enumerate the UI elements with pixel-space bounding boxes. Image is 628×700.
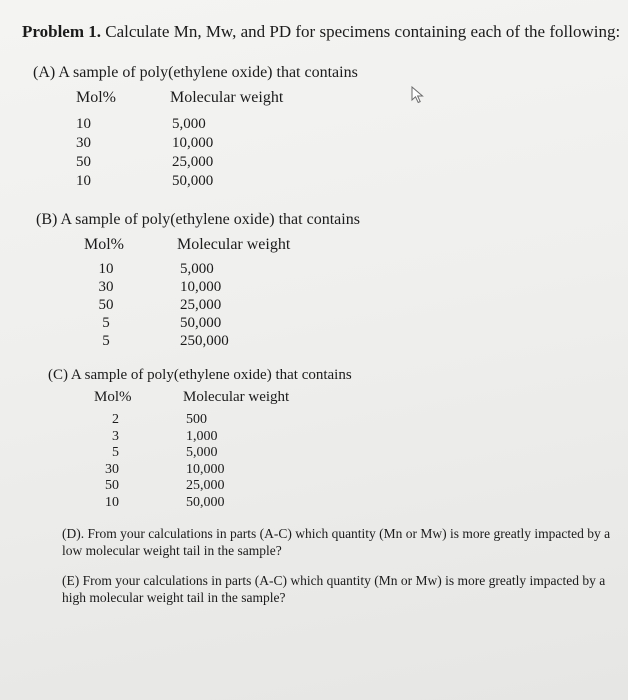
table-cell: 5 <box>112 445 119 460</box>
table-cell: 30 <box>105 461 119 477</box>
section-c-mol-column <box>97 412 119 511</box>
section-c-mw-column <box>186 412 256 511</box>
table-cell: 25,000 <box>186 478 225 493</box>
table-cell: 5 <box>102 333 110 349</box>
section-a-mol-header: Mol% <box>76 89 116 106</box>
problem-label: Problem 1. <box>22 22 102 41</box>
section-b-mol-header: Mol% <box>84 236 124 253</box>
section-b-mw-column <box>180 260 260 350</box>
table-cell: 50 <box>98 297 114 313</box>
section-c-mol-header: Mol% <box>94 389 132 405</box>
table-cell: 5,000 <box>172 116 206 132</box>
table-cell: 10 <box>98 261 114 277</box>
table-cell: 50,000 <box>186 494 225 510</box>
table-cell: 10 <box>105 494 119 510</box>
problem-text: Calculate Mn, Mw, and PD for specimens containing each of the following: <box>105 22 621 41</box>
mouse-pointer-icon <box>410 86 426 104</box>
question-d: (D). From your calculations in parts (A-C) which quantity (Mn or Mw) is more greatly impacted by a low molecular weight tail in the sample? <box>62 526 611 558</box>
section-b-mw-header: Molecular weight <box>177 236 291 253</box>
table-cell: 25,000 <box>172 154 214 170</box>
section-a-mw-column <box>172 115 252 191</box>
question-e: (E) From your calculations in parts (A-C) which quantity (Mn or Mw) is more greatly impacted by a high molecular weight tail in the sample? <box>62 573 606 605</box>
table-cell: 10 <box>76 116 91 132</box>
table-cell: 3 <box>112 428 119 444</box>
table-cell: 25,000 <box>180 297 222 313</box>
section-b-heading: (B) A sample of poly(ethylene oxide) that contains <box>36 211 360 228</box>
section-c-heading: (C) A sample of poly(ethylene oxide) that contains <box>48 367 352 383</box>
table-cell: 30 <box>98 279 114 295</box>
table-cell: 50,000 <box>180 315 222 331</box>
section-c-mw-header: Molecular weight <box>183 389 290 405</box>
table-cell: 5,000 <box>180 261 214 277</box>
table-cell: 2 <box>112 412 119 427</box>
table-cell: 10,000 <box>180 279 222 295</box>
section-a-heading: (A) A sample of poly(ethylene oxide) that contains <box>33 64 358 81</box>
section-a-mw-header: Molecular weight <box>170 89 284 106</box>
table-cell: 10,000 <box>172 135 214 151</box>
table-cell: 250,000 <box>180 333 229 349</box>
section-a-mol-column <box>76 115 116 191</box>
table-cell: 5 <box>102 315 110 331</box>
table-cell: 30 <box>76 135 91 151</box>
section-b-mol-column <box>86 260 126 350</box>
table-cell: 5,000 <box>186 445 218 460</box>
table-cell: 10 <box>76 173 91 189</box>
table-cell: 1,000 <box>186 428 218 444</box>
table-cell: 10,000 <box>186 461 225 477</box>
table-cell: 50 <box>105 478 119 493</box>
table-cell: 50 <box>76 154 91 170</box>
problem-title <box>22 22 620 42</box>
table-cell: 50,000 <box>172 173 214 189</box>
table-cell: 500 <box>186 412 207 427</box>
